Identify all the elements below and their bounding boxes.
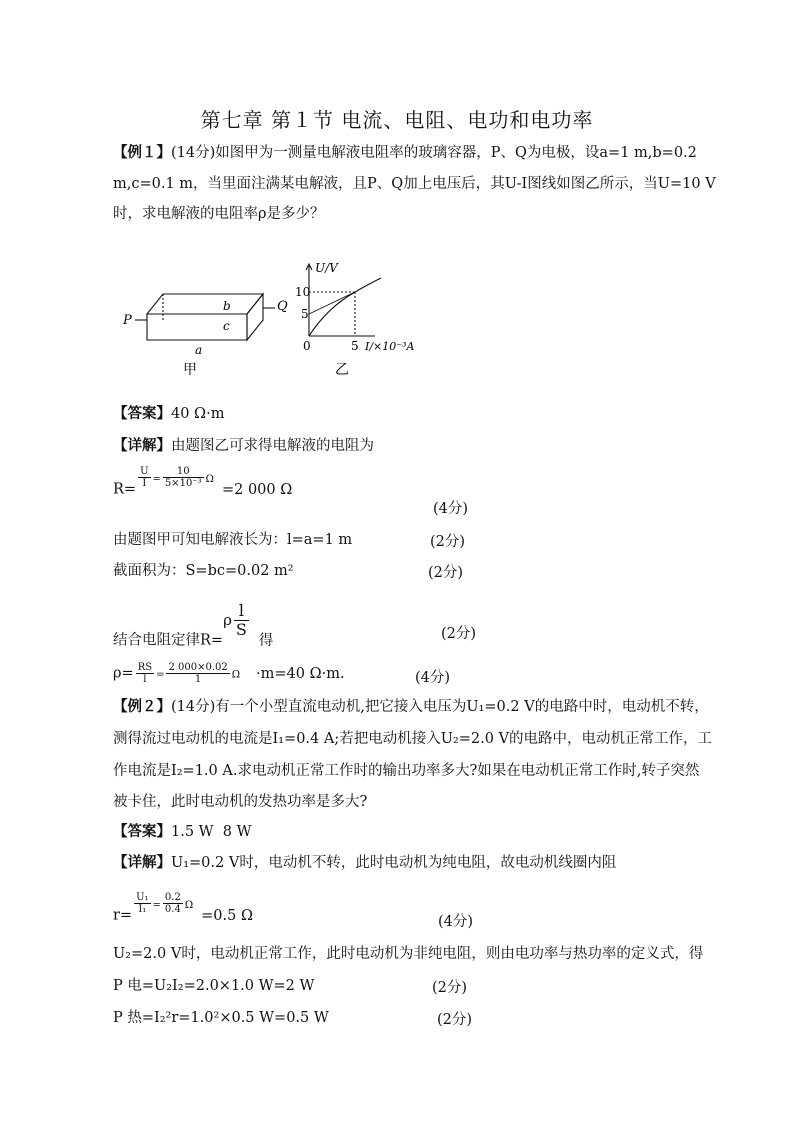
y-tick-10: 10 — [295, 285, 311, 299]
example-2-label: 【例２】 — [113, 698, 171, 715]
y-axis-label: U/V — [315, 261, 338, 275]
example-1-line-3: 时，求电解液的电阻率ρ是多少？ — [113, 206, 325, 222]
points-resistance-law: (2分) — [441, 626, 477, 642]
caption-jia: 甲 — [183, 362, 197, 378]
label-b: b — [223, 299, 231, 313]
points-r-eq: (4分) — [433, 501, 469, 517]
figure-container — [113, 258, 425, 380]
example-2-detail-intro: 【详解】U₁=0.2 V时，电动机不转，此时电动机为纯电阻，故电动机线圈内阻 — [113, 854, 617, 871]
y-tick-5: 5 — [301, 307, 309, 321]
label-p: P — [123, 313, 132, 328]
page-title: 第七章 第１节 电流、电阻、电功和电功率 — [200, 108, 594, 132]
example-2-line-2: 测得流过电动机的电流是I₁=0.4 A;若把电动机接入U₂=2.0 V的电路中，电动机正常工作，工 — [113, 731, 713, 747]
points-coil-resistance: (4分) — [438, 914, 474, 930]
detail-non-pure-resistor: U₂=2.0 V时，电动机正常工作，此时电动机为非纯电阻，则由电功率与热功率的定义式，得 — [113, 946, 704, 962]
label-c: c — [223, 319, 230, 333]
x-tick-5: 5 — [351, 339, 359, 353]
example-1-answer: 【答案】40 Ω·m — [113, 405, 225, 422]
example-1-detail-intro: 【详解】由题图乙可求得电解液的电阻为 — [113, 437, 374, 454]
detail-length: 由题图甲可知电解液长为：l=a=1 m — [113, 532, 353, 548]
points-length: (2分) — [430, 534, 466, 550]
u-i-curve — [309, 278, 381, 336]
x-axis-label: I/×10⁻³A — [365, 340, 415, 353]
box-top-face — [147, 294, 263, 314]
box-front-face — [147, 314, 247, 340]
detail-area: 截面积为：S=bc=0.02 m² — [113, 563, 294, 579]
equation-coil-resistance: r= $\frac{\text{U₁}}{\text{I₁}}$ = $\frac{0.2}{0.4}$ $^\Omega$=0.5 Ω — [113, 892, 253, 924]
secant-line — [309, 292, 355, 314]
equation-heat-power: P 热=I₂²r=1.0²×0.5 W=0.5 W — [113, 1010, 329, 1026]
figure-svg — [113, 258, 425, 380]
origin-label: 0 — [303, 339, 311, 353]
example-1-line-1: 【例１】(14分)如图甲为一测量电解液电阻率的玻璃容器，P、Q为电极，设a=1 m,b=0.2 — [113, 144, 697, 161]
label-a: a — [195, 343, 203, 357]
example-2-line-4: 被卡住，此时电动机的发热功率是多大? — [113, 794, 368, 810]
example-1-line-2: m,c=0.1 m，当里面注满某电解液，且P、Q加上电压后，其U-I图线如图乙所示，当U=10 V — [113, 176, 716, 192]
points-electric-power: (2分) — [432, 980, 468, 996]
glass-container-diagram — [135, 294, 275, 340]
label-q: Q — [277, 299, 288, 314]
equation-resistivity: ρ= $\frac{RS}{l}$ = $\frac{2 000\times 0.02}{1}$ Ω ·m=40 Ω·m. — [113, 662, 345, 685]
caption-yi: 乙 — [335, 362, 349, 378]
points-resistivity: (4分) — [415, 670, 451, 686]
example-2-line-1: 【例２】(14分)有一个小型直流电动机,把它接入电压为U₁=0.2 V的电路中时，电动机不转， — [113, 698, 709, 715]
points-area: (2分) — [428, 565, 464, 581]
equation-electric-power: P 电=U₂I₂=2.0×1.0 W=2 W — [113, 978, 315, 994]
example-2-answer: 【答案】1.5 W 8 W — [113, 823, 252, 840]
detail-resistance-law: 结合电阻定律R=ρ $\frac{l}{S}$ 得 — [113, 601, 274, 649]
equation-resistance: R= $\frac{U}{I}$ = $\frac{10}{\text{5×10⁻³}}$ $^\Omega$=2 000 Ω — [113, 466, 293, 498]
points-heat-power: (2分) — [437, 1012, 473, 1028]
example-2-line-3: 作电流是I₂=1.0 A.求电动机正常工作时的输出功率多大?如果在电动机正常工作时,转子突然 — [113, 763, 700, 779]
example-1-label: 【例１】 — [113, 144, 171, 161]
box-side-face — [247, 294, 263, 340]
